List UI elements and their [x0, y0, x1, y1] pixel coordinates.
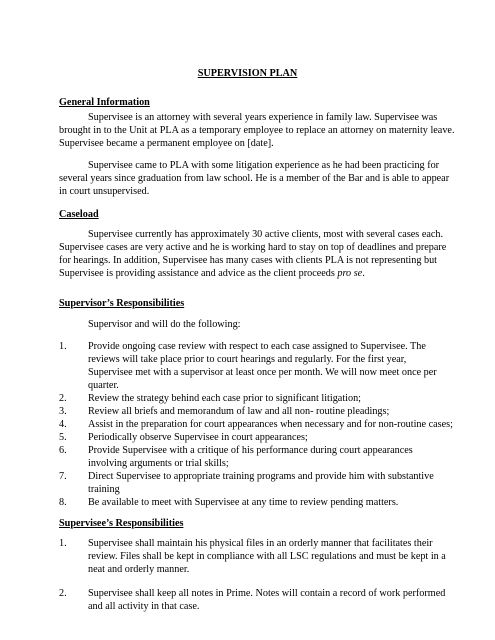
caseload-line-4-period: .: [362, 268, 365, 279]
supervisor-item-5-line-1: Periodically observe Supervisee in court appearances;: [88, 432, 308, 443]
supervisee-item-1-line-2: review. Files shall be kept in compliance with all LSC regulations and must be kept in a: [88, 551, 446, 562]
supervisor-item-2-line-1: Review the strategy behind each case prior to significant litigation;: [88, 393, 361, 404]
supervisor-item-6-number: 6.: [59, 445, 67, 456]
supervisor-item-1-line-3: Supervisee met with a supervisor at least once per month. We will now meet once per: [88, 367, 437, 378]
supervisor-intro: Supervisor and will do the following:: [88, 319, 241, 330]
supervisor-item-1-line-1: Provide ongoing case review with respect to each case assigned to Supervisee. The: [88, 341, 426, 352]
supervisor-item-3-number: 3.: [59, 406, 67, 417]
general-p2-line-3: in court unsupervised.: [59, 186, 150, 197]
supervisee-item-2-number: 2.: [59, 588, 67, 599]
supervisor-item-8-line-1: Be available to meet with Supervisee at any time to review pending matters.: [88, 497, 399, 508]
caseload-line-2: Supervisee cases are very active and he is working hard to stay on top of deadlines and prepare: [59, 242, 447, 253]
supervisor-item-4-number: 4.: [59, 419, 67, 430]
pro-se-italic: pro se: [337, 268, 363, 279]
supervisor-item-4-line-1: Assist in the preparation for court appearances when necessary and for non-routine cases;: [88, 419, 453, 430]
general-p1-line-2: brought in to the Unit at PLA as a temporary employee to replace an attorney on maternity leave.: [59, 125, 455, 136]
general-p1-line-1: Supervisee is an attorney with several years experience in family law. Supervisee was: [88, 112, 438, 123]
supervisor-item-7-line-2: training: [88, 484, 120, 495]
supervisor-item-1-number: 1.: [59, 341, 67, 352]
caseload-line-4-text: Supervisee is providing assistance and advice as the client proceeds: [59, 268, 338, 279]
general-p2-line-2: several years since graduation from law school. He is a member of the Bar and is able to appear: [59, 173, 450, 184]
supervisee-item-2-line-1: Supervisee shall keep all notes in Prime. Notes will contain a record of work performed: [88, 588, 446, 599]
caseload-line-1: Supervisee currently has approximately 30 active clients, most with several cases each.: [88, 229, 444, 240]
caseload-heading: Caseload: [59, 209, 99, 220]
supervisee-item-1-number: 1.: [59, 538, 67, 549]
general-p1-line-3: Supervisee became a permanent employee on [date].: [59, 138, 274, 149]
supervisor-item-7-line-1: Direct Supervisee to appropriate training programs and provide him with substantive: [88, 471, 434, 482]
supervisor-item-1-line-4: quarter.: [88, 380, 119, 391]
supervisee-item-1-line-3: neat and orderly manner.: [88, 564, 190, 575]
supervisor-item-7-number: 7.: [59, 471, 67, 482]
supervisor-responsibilities-heading: Supervisor’s Responsibilities: [59, 298, 185, 309]
supervisor-item-2-number: 2.: [59, 393, 67, 404]
supervisee-item-2-line-2: and all activity in that case.: [88, 601, 200, 612]
supervisor-item-3-line-1: Review all briefs and memorandum of law and all non- routine pleadings;: [88, 406, 390, 417]
supervisor-item-1-line-2: reviews will take place prior to court hearings and regularly. For the first year,: [88, 354, 407, 365]
supervisee-responsibilities-heading: Supervisee’s Responsibilities: [59, 518, 184, 529]
supervisor-item-6-line-1: Provide Supervisee with a critique of his performance during court appearances: [88, 445, 413, 456]
supervisor-item-6-line-2: involving arguments or trial skills;: [88, 458, 229, 469]
supervisor-item-8-number: 8.: [59, 497, 67, 508]
general-information-heading: General Information: [59, 97, 150, 108]
supervisee-item-1-line-1: Supervisee shall maintain his physical files in an orderly manner that facilitates their: [88, 538, 433, 549]
caseload-line-3: for hearings. In addition, Supervisee has many cases with clients PLA is not representing but: [59, 255, 437, 266]
supervisor-item-5-number: 5.: [59, 432, 67, 443]
caseload-line-4: [59, 267, 365, 281]
general-p2-line-1: Supervisee came to PLA with some litigation experience as he had been practicing for: [88, 160, 440, 171]
document-title: SUPERVISION PLAN: [197, 68, 298, 79]
